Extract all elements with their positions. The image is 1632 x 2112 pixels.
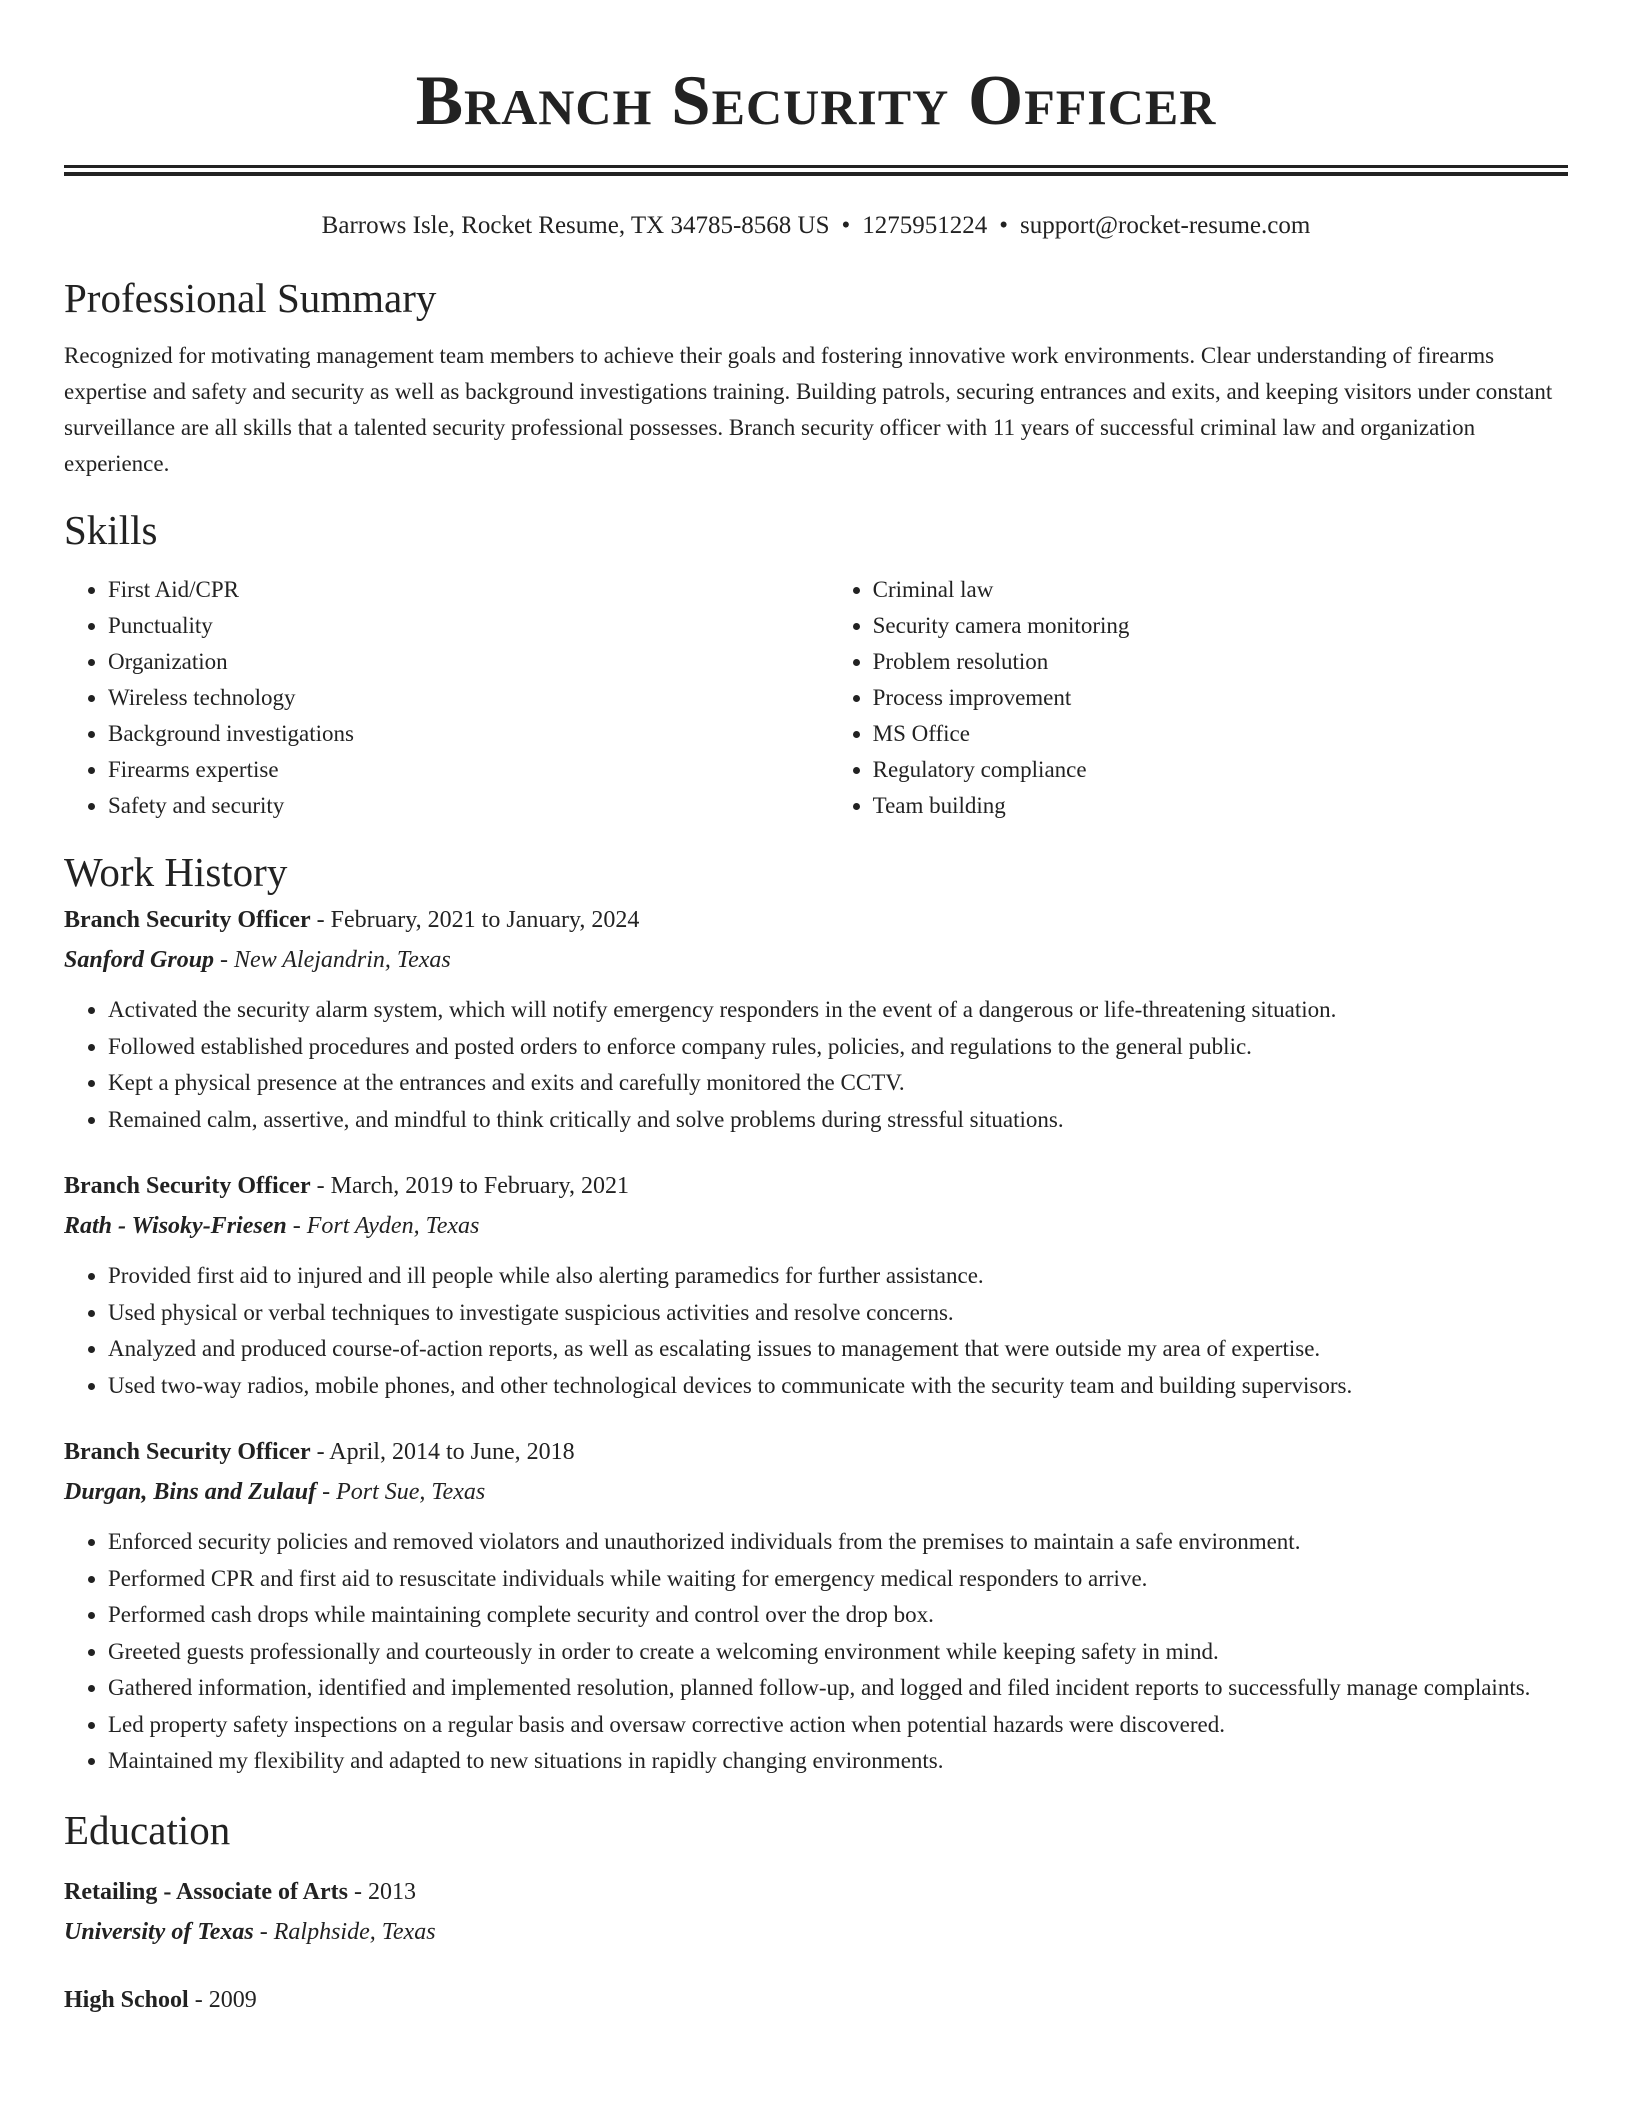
duty-item: • Maintained my flexibility and adapted to new situations in rapidly changing environments. [108, 1743, 1568, 1780]
job-header [64, 1432, 1568, 1472]
skill-item: • Security camera monitoring [873, 608, 1568, 644]
summary-heading: Professional Summary [64, 275, 437, 321]
skill-item: • Process improvement [873, 680, 1568, 716]
resume-page [64, 0, 1568, 2020]
skill-item: • Problem resolution [873, 644, 1568, 680]
skill-item: • Background investigations [108, 716, 829, 752]
skill-item: • Punctuality [108, 608, 829, 644]
job-entry [64, 1166, 1568, 1404]
skills-left-list [64, 572, 829, 824]
skills-right-list [873, 572, 1568, 824]
skill-item: • Safety and security [108, 788, 829, 824]
contact-separator: • [999, 212, 1009, 239]
skill-item: • Organization [108, 644, 829, 680]
job-location: - Fort Ayden, Texas [286, 1213, 480, 1239]
skill-item: • Team building [873, 788, 1568, 824]
job-company: Durgan, Bins and Zulauf [64, 1479, 317, 1505]
skill-item: • Criminal law [873, 572, 1568, 608]
education-school: University of Texas [64, 1918, 254, 1945]
education-degree: Retailing - Associate of Arts [64, 1878, 348, 1905]
duty-item: • Performed cash drops while maintaining complete security and control over the drop box. [108, 1597, 1568, 1634]
contact-address: Barrows Isle, Rocket Resume, TX 34785-8568 US [321, 212, 830, 239]
job-entry [64, 1432, 1568, 1780]
skill-item: • Wireless technology [108, 680, 829, 716]
duty-item: • Led property safety inspections on a regular basis and oversaw corrective action when potential hazards were discovered. [108, 1707, 1568, 1744]
job-location: - New Alejandrin, Texas [214, 947, 451, 973]
header-double-rule [64, 165, 1568, 176]
job-company: Rath - Wisoky-Friesen [64, 1213, 287, 1239]
duty-item: • Provided first aid to injured and ill people while also alerting paramedics for further assistance. [108, 1258, 1568, 1295]
skill-item: • First Aid/CPR [108, 572, 829, 608]
job-header [64, 900, 1568, 940]
skills-columns [64, 572, 1568, 824]
skills-heading: Skills [64, 507, 158, 553]
education-entry [64, 1872, 1568, 1952]
job-role: Branch Security Officer [64, 1439, 311, 1465]
job-duties [64, 1524, 1568, 1780]
education-heading: Education [64, 1806, 231, 1853]
job-dates: - February, 2021 to January, 2024 [310, 907, 640, 933]
duty-item: • Remained calm, assertive, and mindful to think critically and solve problems during stressful situations. [108, 1102, 1568, 1139]
job-duties [64, 992, 1568, 1138]
duty-item: • Used two-way radios, mobile phones, and other technological devices to communicate with the security team and building supervisors. [108, 1368, 1568, 1405]
job-dates: - April, 2014 to June, 2018 [310, 1439, 575, 1465]
job-header [64, 1166, 1568, 1206]
skill-item: • MS Office [873, 716, 1568, 752]
education-year: - 2013 [347, 1878, 416, 1905]
education-location: - Ralphside, Texas [253, 1918, 436, 1945]
job-location: - Port Sue, Texas [316, 1479, 486, 1505]
contact-line [64, 208, 1568, 244]
job-entry [64, 900, 1568, 1138]
job-duties [64, 1258, 1568, 1404]
job-company: Sanford Group [64, 947, 215, 973]
job-role: Branch Security Officer [64, 907, 311, 933]
education-degree: High School [64, 1986, 189, 2013]
job-role: Branch Security Officer [64, 1173, 311, 1199]
education-year: - 2009 [188, 1986, 257, 2013]
education-header [64, 1872, 1568, 1912]
summary-text: Recognized for motivating management team members to achieve their goals and fostering innovative work environments. Clear understanding of firearms expertise and safety and security as well as background investigations training. Building patrols, securing entrances and exits, and keeping visitors under constant surveillance are all skills that a talented security professional possesses. Branch security officer with 11 years of successful criminal law and organization experience. [64, 343, 1553, 476]
job-employer [64, 1472, 1568, 1512]
education-institution [64, 1912, 1568, 1952]
work-history-heading: Work History [64, 849, 288, 895]
duty-item: • Kept a physical presence at the entrances and exits and carefully monitored the CCTV. [108, 1065, 1568, 1102]
skill-item: • Regulatory compliance [873, 752, 1568, 788]
duty-item: • Analyzed and produced course-of-action reports, as well as escalating issues to management that were outside my area of expertise. [108, 1331, 1568, 1368]
duty-item: • Performed CPR and first aid to resuscitate individuals while waiting for emergency medical responders to arrive. [108, 1561, 1568, 1598]
education-header [64, 1980, 1568, 2020]
resume-name: Branch Security Officer [415, 62, 1217, 140]
education-entry [64, 1980, 1568, 2020]
contact-phone: 1275951224 [862, 212, 988, 239]
duty-item: • Followed established procedures and posted orders to enforce company rules, policies, and regulations to the general public. [108, 1029, 1568, 1066]
skill-item: • Firearms expertise [108, 752, 829, 788]
contact-email: support@rocket-resume.com [1020, 212, 1311, 239]
job-employer [64, 940, 1568, 980]
duty-item: • Greeted guests professionally and courteously in order to create a welcoming environment while keeping safety in mind. [108, 1634, 1568, 1671]
duty-item: • Activated the security alarm system, which will notify emergency responders in the event of a dangerous or life-threatening situation. [108, 992, 1568, 1029]
contact-separator: • [841, 212, 851, 239]
job-employer [64, 1206, 1568, 1246]
job-dates: - March, 2019 to February, 2021 [310, 1173, 629, 1199]
duty-item: • Gathered information, identified and implemented resolution, planned follow-up, and logged and filed incident reports to successfully manage complaints. [108, 1670, 1568, 1707]
duty-item: • Enforced security policies and removed violators and unauthorized individuals from the premises to maintain a safe environment. [108, 1524, 1568, 1561]
duty-item: • Used physical or verbal techniques to investigate suspicious activities and resolve concerns. [108, 1295, 1568, 1332]
